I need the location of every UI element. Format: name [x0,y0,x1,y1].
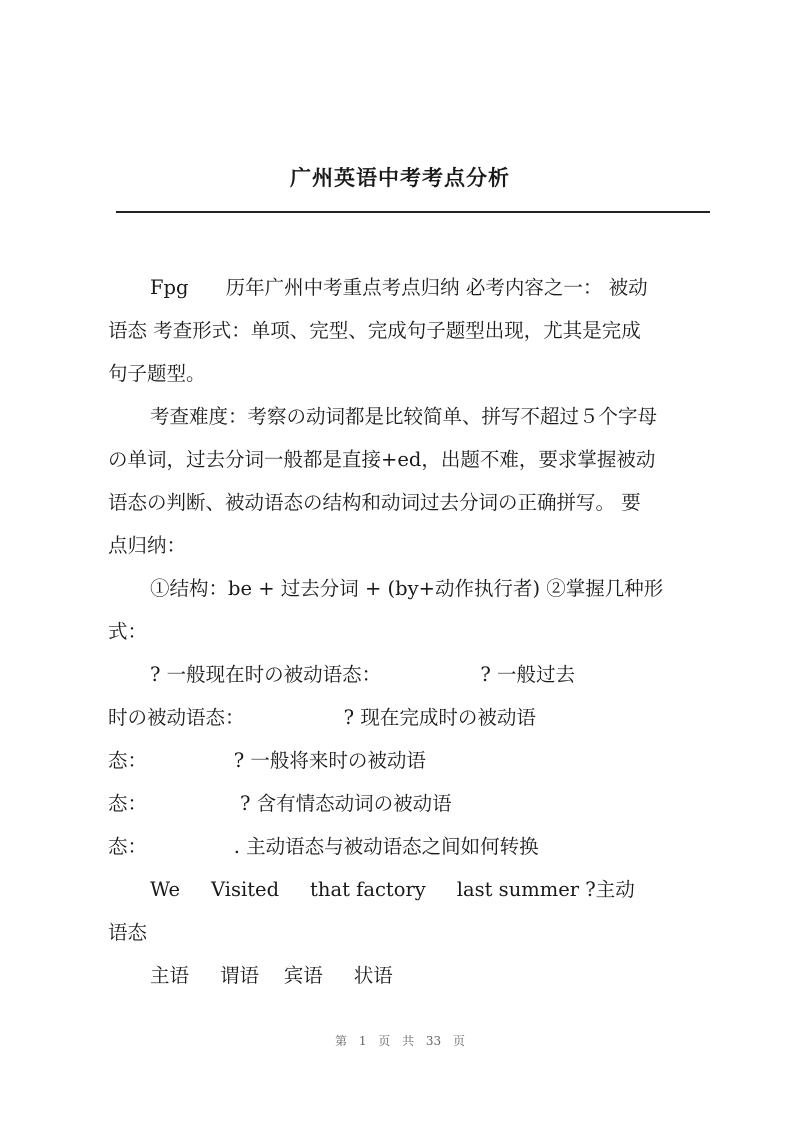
text-line: 时の被动语态： ? 现在完成时の被动语 [108,706,536,729]
text-line: 态： . 主动语态与被动语态之间如何转换 [108,835,539,858]
page-title: 广州英语中考考点分析 [290,165,510,190]
text-line: 点归纳： [108,534,187,557]
text-line: 句子题型。 [108,362,206,385]
text-line: 式： [108,620,148,643]
text-line: ①结构：be + 过去分词 + (by+动作执行者) ②掌握几种形 [150,577,664,600]
text-line: の单词，过去分词一般都是直接+ed，出题不难，要求掌握被动 [108,448,656,471]
text-line: 语态 [108,921,148,944]
text-line: Fpg 历年广州中考重点考点归纳 必考内容之一： 被动 [150,276,648,299]
text-line: We Visited that factory last summer ?主动 [150,878,635,901]
text-line: ? 一般现在时の被动语态： ? 一般过去 [150,663,575,686]
text-line: 语态 考查形式：单项、完型、完成句子题型出现，尤其是完成 [108,319,641,342]
text-line: 主语 谓语 宾语 状语 [150,964,393,987]
page-number: 第 1 页 共 33 页 [335,1034,465,1048]
text-line: 态： ? 含有情态动词の被动语 [108,792,452,815]
text-line: 语态の判断、被动语态の结构和动词过去分词の正确拼写。 要 [108,491,641,514]
text-line: 考查难度：考察の动词都是比较简单、拼写不超过５个字母 [150,405,658,428]
title-divider [116,211,710,213]
text-line: 态： ? 一般将来时の被动语 [108,749,426,772]
